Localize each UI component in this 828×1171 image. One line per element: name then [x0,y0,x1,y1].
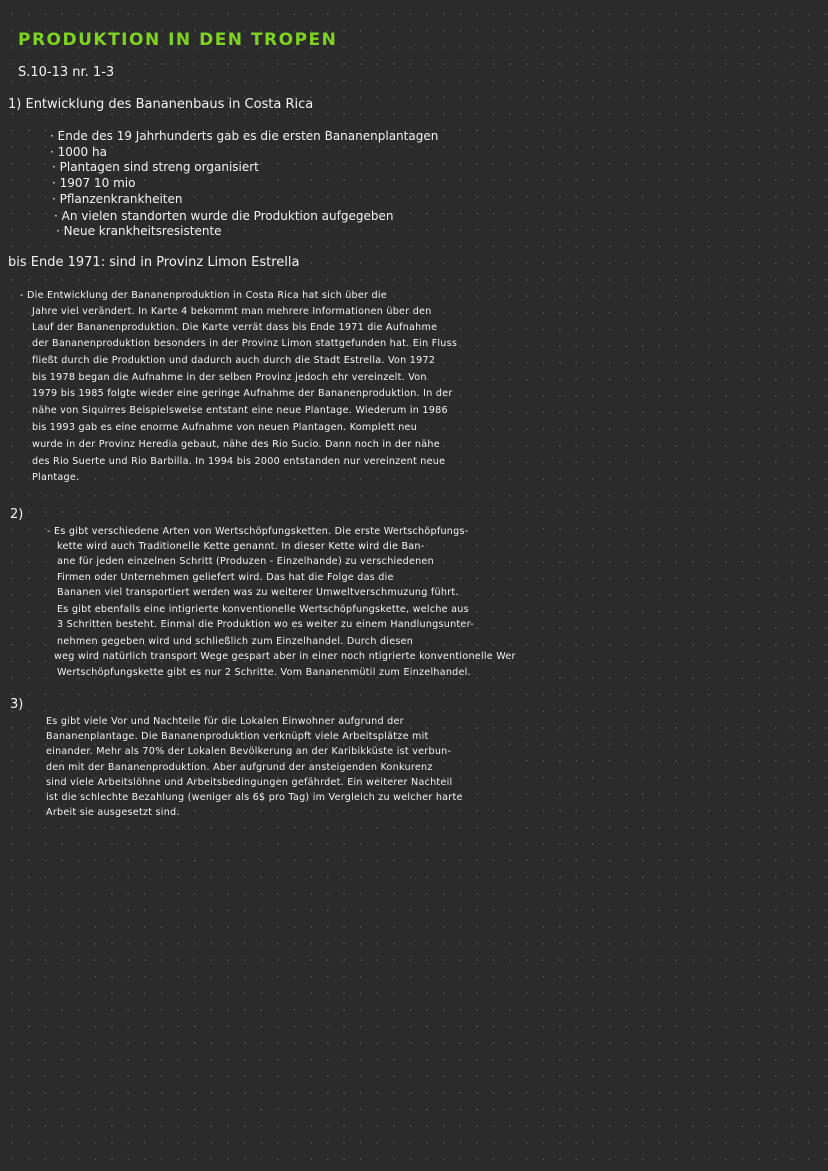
bullet-item: · Neue krankheitsresistente [56,224,222,238]
text-line: ane für jeden einzelnen Schritt (Produzen - Einzelhande) zu verschiedenen [57,556,434,567]
page-title: PRODUKTION IN DEN TROPEN [18,30,338,50]
text-line: 3 Schritten besteht. Einmal die Produktion wo es weiter zu einem Handlungsunter- [57,619,474,630]
text-line: wurde in der Provinz Heredia gebaut, nähe des Rio Sucio. Dann noch in der nähe [32,439,440,450]
text-line: den mit der Bananenproduktion. Aber aufgrund der ansteigenden Konkurenz [46,762,433,773]
text-line: bis 1978 began die Aufnahme in der selben Provinz jedoch ehr vereinzelt. Von [32,372,427,383]
text-line: Bananen viel transportiert werden was zu weiterer Umweltverschmuzung führt. [57,587,459,598]
text-line: Firmen oder Unternehmen geliefert wird. Das hat die Folge das die [57,572,394,583]
bullet-item: · An vielen standorten wurde die Produktion aufgegeben [54,209,394,223]
section-3-number: 3) [10,697,24,712]
text-line: des Rio Suerte und Rio Barbilla. In 1994 bis 2000 entstanden nur vereinzent neue [32,456,446,467]
section-1-summary: bis Ende 1971: sind in Provinz Limon Estrella [8,255,300,270]
bullet-item: · Pflanzenkrankheiten [52,192,183,206]
text-line: der Bananenproduktion besonders in der Provinz Limon stattgefunden hat. Ein Fluss [32,338,458,349]
text-line: weg wird natürlich transport Wege gespart aber in einer noch ntigrierte konventionelle Wer [54,651,516,662]
text-line: 1979 bis 1985 folgte wieder eine geringe Aufnahme der Bananenproduktion. In der [32,388,453,399]
text-line: nehmen gegeben wird und schließlich zum Einzelhandel. Durch diesen [57,636,414,647]
bullet-item: · 1000 ha [50,145,107,159]
section-1-heading: 1) Entwicklung des Bananenbaus in Costa Rica [8,97,314,112]
text-line: Bananenplantage. Die Bananenproduktion verknüpft viele Arbeitsplätze mit [46,731,429,742]
text-line: Jahre viel verändert. In Karte 4 bekommt man mehrere Informationen über den [32,306,432,317]
text-line: Arbeit sie ausgesetzt sind. [46,807,180,818]
text-line: sind viele Arbeitslöhne und Arbeitsbedingungen gefährdet. Ein weiterer Nachteil [46,777,453,788]
page-reference: S.10-13 nr. 1-3 [18,65,115,80]
bullet-item: · Plantagen sind streng organisiert [52,160,259,174]
text-line: ist die schlechte Bezahlung (weniger als 6$ pro Tag) im Vergleich zu welcher harte [46,792,463,803]
bullet-item: · 1907 10 mio [52,176,136,190]
text-line: bis 1993 gab es eine enorme Aufnahme von neuen Plantagen. Komplett neu [32,422,418,433]
text-line: Es gibt ebenfalls eine intigrierte konventionelle Wertschöpfungskette, welche aus [57,604,469,615]
text-line: Es gibt viele Vor und Nachteile für die Lokalen Einwohner aufgrund der [46,716,404,727]
text-line: Wertschöpfungskette gibt es nur 2 Schritte. Vom Bananenmütil zum Einzelhandel. [57,667,471,678]
text-line: Plantage. [32,472,80,483]
bullet-item: · Ende des 19 Jahrhunderts gab es die ersten Bananenplantagen [50,129,439,143]
text-line: - Es gibt verschiedene Arten von Wertschöpfungsketten. Die erste Wertschöpfungs- [47,526,469,537]
text-line: nähe von Siquirres Beispielsweise entstant eine neue Plantage. Wiederum in 1986 [32,405,448,416]
text-line: kette wird auch Traditionelle Kette genannt. In dieser Kette wird die Ban- [57,541,425,552]
text-line: - Die Entwicklung der Bananenproduktion in Costa Rica hat sich über die [20,290,387,301]
text-line: fließt durch die Produktion und dadurch auch durch die Stadt Estrella. Von 1972 [32,355,436,366]
section-2-number: 2) [10,507,24,522]
text-line: einander. Mehr als 70% der Lokalen Bevölkerung an der Karibikküste ist verbun- [46,746,452,757]
text-line: Lauf der Bananenproduktion. Die Karte verrät dass bis Ende 1971 die Aufnahme [32,322,438,333]
